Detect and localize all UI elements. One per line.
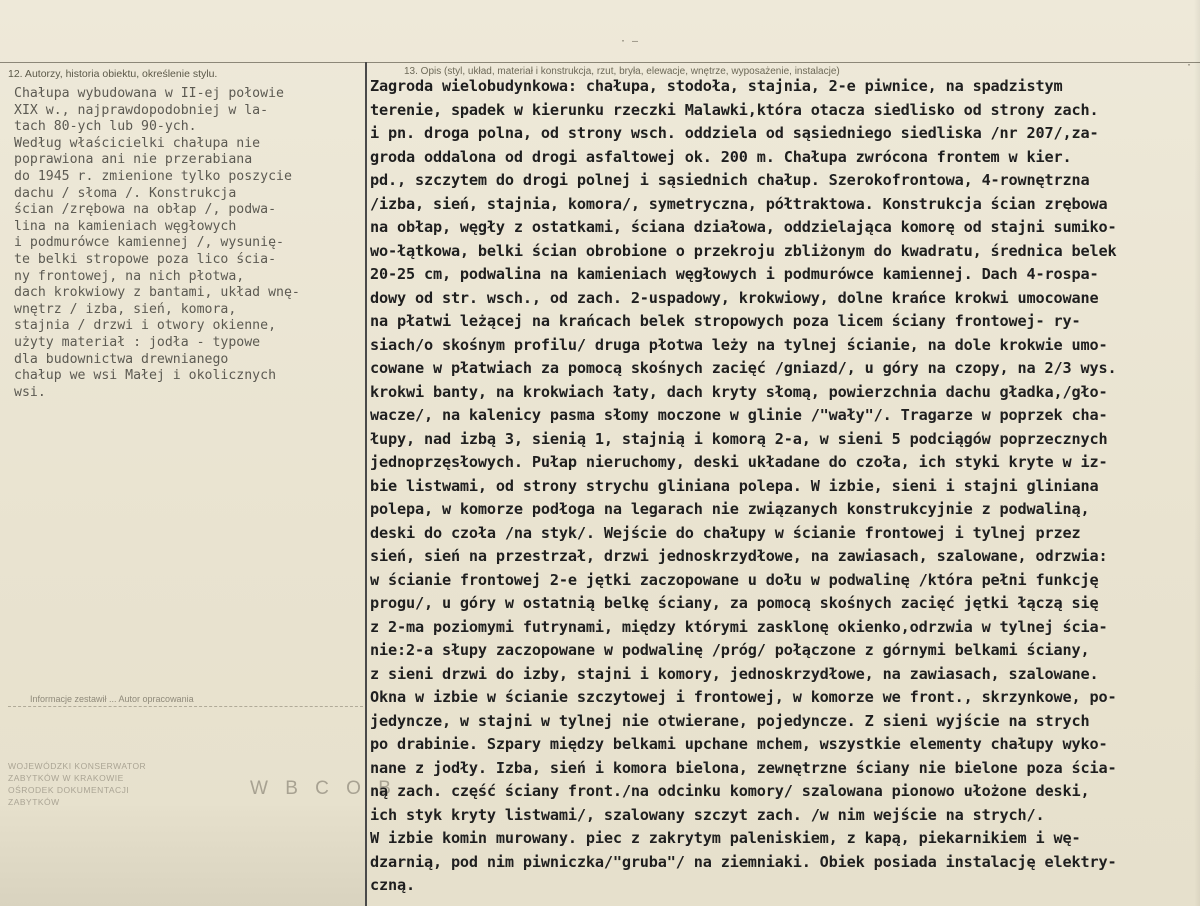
description-line: Zagroda wielobudynkowa: chałupa, stodoła, stajnia, 2-e piwnice, na spadzistym — [370, 77, 1063, 95]
description-line: W izbie komin murowany. piec z zakrytym paleniskiem, z kapą, piekarnikiem i wę- — [370, 829, 1081, 847]
stamp-line: ZABYTKÓW — [8, 797, 60, 807]
history-line: użyty materiał : jodła - typowe — [14, 334, 261, 350]
history-line: ścian /zrębowa na obłap /, podwa- — [14, 202, 277, 218]
history-line: wsi. — [14, 384, 46, 400]
top-marks: · – — [620, 36, 639, 47]
history-line: te belki stropowe poza lico ścia- — [14, 251, 277, 267]
description-line: wacze/, na kalenicy pasma słomy moczone w glinie /"wały"/. Tragarze w poprzek cha- — [370, 406, 1108, 424]
archive-stamp-letters: W B C O B — [250, 778, 397, 799]
section-12-label: 12. Autorzy, historia obiektu, określenie stylu. — [8, 68, 218, 80]
section-13-label: 13. Opis (styl, układ, materiał i konstrukcja, rzut, bryła, elewacje, wnętrze, wyposażenie, instalacje) — [404, 66, 840, 77]
description-line: i pn. droga polna, od strony wsch. oddziela od sąsiedniego siedliska /nr 207/,za- — [370, 124, 1099, 142]
description-line: polepa, w komorze podłoga na legarach nie związanych konstrukcyjnie z podwaliną, — [370, 500, 1090, 518]
history-line: dachu / słoma /. Konstrukcja — [14, 185, 237, 201]
corner-mark: · — [1185, 60, 1192, 71]
description-line: na płatwi leżącej na krańcach belek stropowych poza licem ściany frontowej- ry- — [370, 312, 1081, 330]
history-line: stajnia / drzwi i otwory okienne, — [14, 318, 277, 334]
history-text — [14, 86, 362, 401]
description-line: progu/, u góry w ostatnią belkę ściany, za pomocą skośnych zacięć jętki łączą się — [370, 594, 1099, 612]
description-line: jedyncze, w stajni w tylnej nie otwierane, pojedyncze. Z sieni wyjście na strych — [370, 711, 1090, 730]
description-line: /izba, sień, stajnia, komora/, symetryczna, półtraktowa. Konstrukcja ścian zrębowa — [370, 194, 1108, 213]
archive-stamp — [8, 760, 238, 820]
description-line: na obłap, węgły z ostatkami, ściana działowa, oddzielająca komorę od stajni sumiko- — [370, 218, 1117, 236]
description-line: 20-25 cm, podwalina na kamieniach węgłowych i podmurówce kamiennej. Dach 4-rospa- — [370, 265, 1099, 283]
left-footer-rule — [8, 706, 363, 708]
page-edge — [1194, 0, 1200, 906]
bottom-strip — [0, 806, 365, 906]
description-line: Okna w izbie w ścianie szczytowej i frontowej, w komorze we front., skrzynkowe, po- — [370, 688, 1117, 706]
history-line: tach 80-ych lub 90-ych. — [14, 119, 197, 135]
description-line: terenie, spadek w kierunku rzeczki Malawki,która otacza siedlisko od strony zach. — [370, 100, 1099, 119]
history-line: XIX w., najprawdopodobniej w la- — [14, 102, 269, 118]
header-rule — [0, 62, 1200, 63]
description-line: jednoprzęsłowych. Pułap nieruchomy, deski układane do czoła, ich styki kryte w iz- — [370, 453, 1108, 471]
description-line: z 2-ma poziomymi futrynami, między którymi zasklonę okienko,odrzwia w tylnej ścia- — [370, 617, 1108, 636]
description-text — [370, 75, 1200, 898]
left-footer-note: Informacje zestawił ... Autor opracowania — [30, 694, 194, 704]
description-line: bie listwami, od strony strychu gliniana polepa. W izbie, sieni i stajni gliniana — [370, 476, 1099, 495]
history-line: Chałupa wybudowana w II-ej połowie — [14, 86, 284, 101]
description-line: po drabinie. Szpary między belkami upchane mchem, wszystkie elementy chałupy wyko- — [370, 735, 1108, 753]
history-line: poprawiona ani nie przerabiana — [14, 152, 253, 168]
history-line: lina na kamieniach węgłowych — [14, 218, 237, 234]
description-line: ich styk kryty listwami/, szalowany szczyt zach. /w nim wejście na strych/. — [370, 805, 1045, 824]
history-line: dach krokwiowy z bantami, układ wnę- — [14, 285, 300, 301]
stamp-line: ZABYTKÓW W KRAKOWIE — [8, 773, 124, 783]
history-line: ny frontowej, na nich płotwa, — [14, 268, 245, 284]
description-line: dzarnią, pod nim piwniczka/"gruba"/ na ziemniaki. Obiek posiada instalację elektry- — [370, 852, 1117, 871]
description-line: sień, sień na przestrzał, drzwi jednoskrzydłowe, na zawiasach, szalowane, odrzwia: — [370, 547, 1108, 565]
history-line: i podmurówce kamiennej /, wysunię- — [14, 235, 284, 251]
description-line: z sieni drzwi do izby, stajni i komory, jednoskrzydłowe, na zawiasach, szalowane. — [370, 664, 1099, 683]
description-line: deski do czoła /na styk/. Wejście do chałupy w ścianie frontowej i tylnej przez — [370, 523, 1081, 542]
description-line: w ścianie frontowej 2-e jętki zaczopowane u dołu w podwalinę /która pełni funkcję — [370, 570, 1099, 589]
description-line: groda oddalona od drogi asfaltowej ok. 200 m. Chałupa zwrócona frontem w kier. — [370, 147, 1072, 166]
history-line: chałup we wsi Małej i okolicznych — [14, 368, 277, 384]
description-line: cowane w płatwiach za pomocą skośnych zacięć /gniazd/, u góry na czopy, na 2/3 wys. — [370, 359, 1117, 377]
history-line: Według właścicielki chałupa nie — [14, 135, 261, 151]
history-line: do 1945 r. zmienione tylko poszycie — [14, 168, 292, 184]
description-line: czną. — [370, 876, 415, 894]
stamp-line: OŚRODEK DOKUMENTACJI — [8, 785, 130, 795]
description-line: łupy, nad izbą 3, sienią 1, stajnią i komorą 2-a, w sieni 5 podciągów poprzecznych — [370, 429, 1108, 448]
description-line: pd., szczytem do drogi polnej i sąsiednich chałup. Szerokofrontowa, 4-rownętrzna — [370, 171, 1090, 189]
history-line: wnętrz / izba, sień, komora, — [14, 301, 237, 317]
description-line: dowy od str. wsch., od zach. 2-uspadowy, krokwiowy, dolne krańce krokwi umocowane — [370, 288, 1099, 307]
history-line: dla budownictwa drewnianego — [14, 351, 229, 367]
description-line: ną zach. część ściany front./na odcinku komory/ szalowana pionowo ułożone deski, — [370, 782, 1090, 800]
stamp-line: WOJEWÓDZKI KONSERWATOR — [8, 761, 147, 771]
description-line: wo-łątkowa, belki ścian obrobione o przekroju zbliżonym do kwadratu, średnica belek — [370, 241, 1117, 260]
description-line: nie:2-a słupy zaczopowane w podwalinę /próg/ połączone z górnymi belkami ściany, — [370, 641, 1090, 659]
description-line: siach/o skośnym profilu/ druga płotwa leży na tylnej ścianie, na dole krokwie umo- — [370, 335, 1108, 354]
description-line: nane z jodły. Izba, sień i komora bielona, zewnętrzne ściany nie bielone poza ścia- — [370, 758, 1117, 777]
description-line: krokwi banty, na krokwiach łaty, dach kryty słomą, powierzchnia dachu gładka,/gło- — [370, 382, 1108, 401]
